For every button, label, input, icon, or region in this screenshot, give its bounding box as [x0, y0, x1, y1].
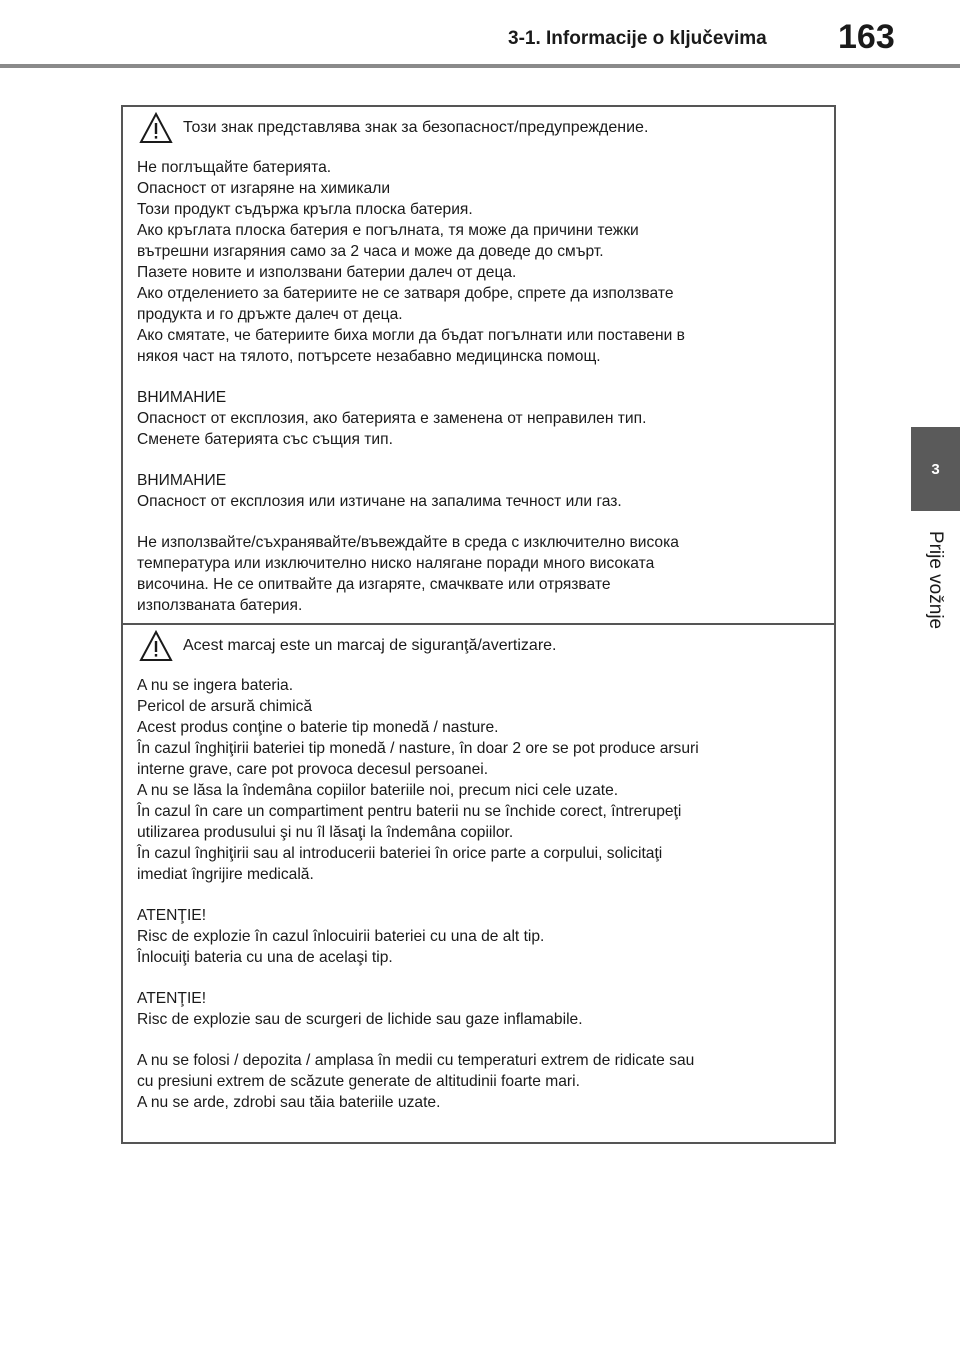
text-line: cu presiuni extrem de scăzute generate de altitudinii foarte mari. — [137, 1073, 580, 1090]
text-line: Înlocuiţi bateria cu una de acelaşi tip. — [137, 949, 393, 966]
text-line: Този продукт съдържа кръгла плоска батерия. — [137, 201, 473, 218]
chapter-label: Prije vožnje — [925, 530, 946, 630]
text-line: Ако кръглата плоска батерия е погълната, тя може да причини тежки — [137, 222, 639, 239]
text-line: interne grave, care pot provoca decesul persoanei. — [137, 761, 489, 778]
romanian-heading: Acest marcaj este un marcaj de siguranţă/avertizare. — [183, 637, 557, 654]
bulgarian-paragraph-environment — [137, 532, 820, 616]
text-line: височина. Не се опитвайте да изгаряте, смачквате или отрязвате — [137, 576, 611, 593]
text-line: ВНИМАНИЕ — [137, 472, 227, 489]
text-line: A nu se folosi / depozita / amplasa în medii cu temperaturi extrem de ridicate sau — [137, 1052, 695, 1069]
bulgarian-heading: Този знак представлява знак за безопасност/предупреждение. — [183, 119, 649, 136]
text-line: Не поглъщайте батерията. — [137, 159, 332, 176]
text-line: вътрешни изгаряния само за 2 часа и може да доведе до смърт. — [137, 243, 604, 260]
text-line: ATENŢIE! — [137, 907, 207, 924]
text-line: Risc de explozie sau de scurgeri de lichide sau gaze inflamabile. — [137, 1011, 583, 1028]
text-line: Опасност от изгаряне на химикали — [137, 180, 391, 197]
text-line: În cazul în care un compartiment pentru baterii nu se închide corect, întrerupeţi — [137, 803, 682, 820]
text-line: utilizarea produsului şi nu îl lăsaţi la îndemâna copiilor. — [137, 824, 514, 841]
text-line: În cazul înghiţirii bateriei tip monedă / nasture, în doar 2 ore se pot produce arsuri — [137, 740, 699, 757]
text-line: Не използвайте/съхранявайте/въвеждайте в среда с изключително висока — [137, 534, 679, 551]
warning-triangle-icon — [139, 630, 173, 662]
text-line: температура или изключително ниско налягане поради много високата — [137, 555, 655, 572]
romanian-paragraph-caution-replacement — [137, 905, 820, 968]
text-line: Acest produs conţine o baterie tip monedă / nasture. — [137, 719, 499, 736]
bulgarian-paragraph-ingestion — [137, 157, 820, 367]
section-title: 3-1. Informacije o ključevima — [508, 28, 767, 49]
text-line: Pericol de arsură chimică — [137, 698, 313, 715]
text-line: A nu se arde, zdrobi sau tăia bateriile uzate. — [137, 1094, 441, 1111]
text-line: продукта и го дръжте далеч от деца. — [137, 306, 403, 323]
text-line: A nu se lăsa la îndemâna copiilor bateriile noi, precum nici cele uzate. — [137, 782, 619, 799]
text-line: ВНИМАНИЕ — [137, 389, 227, 406]
text-line: În cazul înghiţirii sau al introducerii bateriei în orice parte a corpului, solicitaţi — [137, 845, 663, 862]
text-line: Сменете батерията със същия тип. — [137, 431, 393, 448]
text-line: използваната батерия. — [137, 597, 303, 614]
text-line: A nu se ingera bateria. — [137, 677, 294, 694]
text-line: ATENŢIE! — [137, 990, 207, 1007]
text-line: Опасност от експлозия или изтичане на запалима течност или газ. — [137, 493, 622, 510]
romanian-heading-row — [137, 635, 820, 657]
bulgarian-paragraph-caution-leak — [137, 470, 820, 512]
romanian-paragraph-caution-leak — [137, 988, 820, 1030]
bulgarian-warning-section — [123, 107, 834, 623]
bulgarian-paragraph-caution-replacement — [137, 387, 820, 450]
bulgarian-heading-row — [137, 117, 820, 139]
text-line: imediat îngrijire medicală. — [137, 866, 314, 883]
text-line: Ако смятате, че батериите биха могли да бъдат погълнати или поставени в — [137, 327, 685, 344]
romanian-warning-section — [123, 625, 834, 1144]
text-line: Пазете новите и използвани батерии далеч от деца. — [137, 264, 517, 281]
header-divider — [0, 64, 960, 68]
chapter-tab — [911, 427, 960, 511]
page-number: 163 — [838, 18, 895, 56]
battery-warning-box — [121, 105, 836, 1144]
warning-triangle-icon — [139, 112, 173, 144]
romanian-paragraph-environment — [137, 1050, 820, 1113]
text-line: Опасност от експлозия, ако батерията е заменена от неправилен тип. — [137, 410, 647, 427]
text-line: Ако отделението за батериите не се затваря добре, спрете да използвате — [137, 285, 674, 302]
text-line: някоя част на тялото, потърсете незабавно медицинска помощ. — [137, 348, 601, 365]
text-line: Risc de explozie în cazul înlocuirii bateriei cu una de alt tip. — [137, 928, 545, 945]
romanian-paragraph-ingestion — [137, 675, 820, 885]
chapter-number: 3 — [931, 460, 940, 478]
